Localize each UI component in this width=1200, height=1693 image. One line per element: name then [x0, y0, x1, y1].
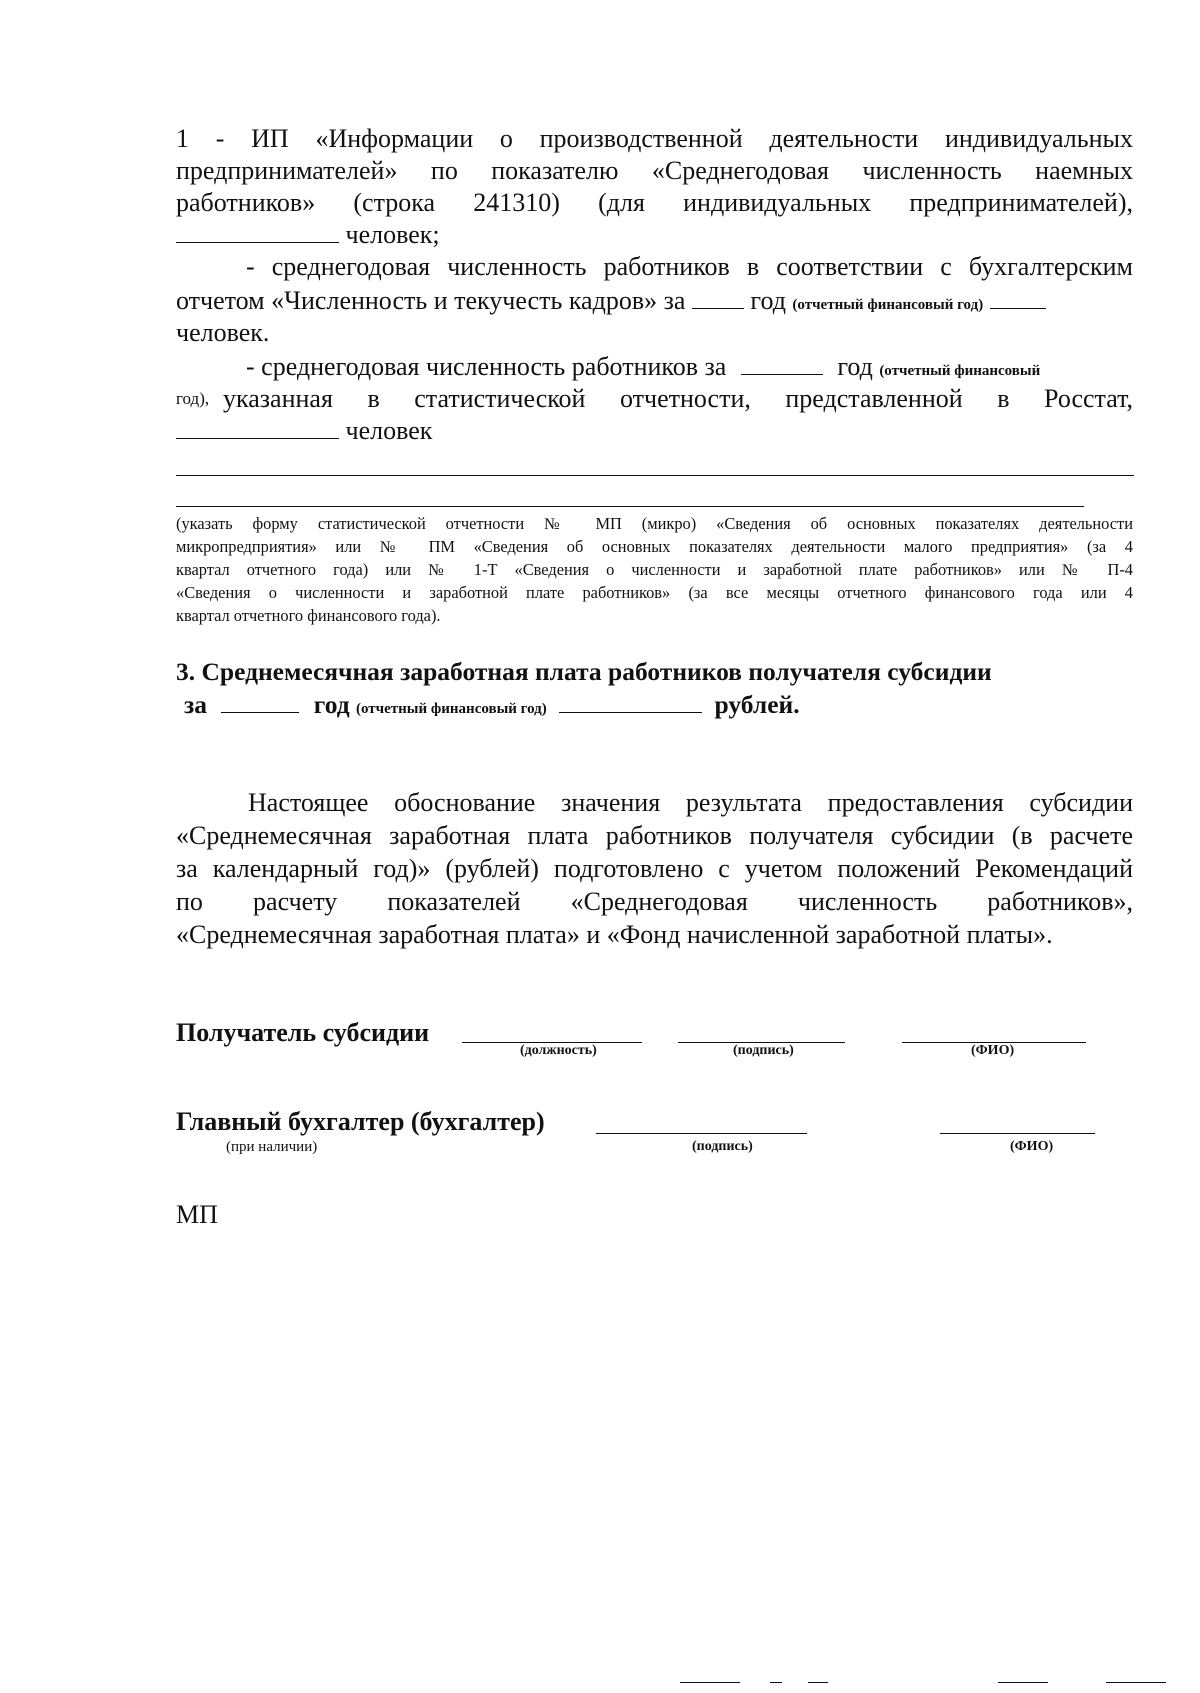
year-word: год	[750, 286, 786, 315]
reporting-year-caption: (отчетный финансовый год)	[792, 297, 984, 313]
year-word: год	[313, 690, 350, 719]
para1-line3: работников» (строка 241310) (для индивидуальных предпринимателей),	[176, 188, 1133, 217]
year-caption-end: год),	[176, 389, 210, 408]
para1-line4	[176, 220, 1133, 250]
year-word: год	[837, 352, 873, 381]
if-any-caption: (при наличии)	[226, 1139, 318, 1155]
recipient-label: Получатель субсидии	[176, 1018, 430, 1047]
scan-artifact-line	[808, 1682, 828, 1683]
form-name-line[interactable]	[176, 475, 1134, 476]
salary-blank[interactable]	[559, 690, 702, 713]
note-line: квартал отчетного финансового года).	[176, 606, 441, 625]
para1-line2: предпринимателей» по показателю «Среднегодовая численность наемных	[176, 156, 1133, 185]
para1-line1: 1 - ИП «Информации о производственной деятельности индивидуальных	[176, 124, 1133, 153]
people-word: человек	[345, 416, 433, 445]
rubles-word: рублей.	[714, 690, 800, 719]
section3-heading: 3. Среднемесячная заработная плата работников получателя субсидии	[176, 657, 992, 686]
justification-line4: по расчету показателей «Среднегодовая численность работников»,	[176, 887, 1133, 916]
para2-line1: - среднегодовая численность работников в соответствии с бухгалтерским	[246, 252, 1133, 281]
year-blank[interactable]	[741, 352, 823, 375]
scan-artifact-line	[680, 1682, 740, 1683]
za-word: за	[184, 690, 207, 719]
year-blank[interactable]	[221, 690, 299, 713]
scan-artifact-line	[770, 1682, 782, 1683]
para2-line3: человек.	[176, 318, 270, 347]
justification-line2: «Среднемесячная заработная плата работников получателя субсидии (в расчете	[176, 821, 1133, 850]
reporting-year-caption: (отчетный финансовый год)	[355, 701, 547, 717]
para3-line1	[246, 352, 1133, 386]
para3-line2	[176, 384, 1133, 414]
justification-line5: «Среднемесячная заработная плата» и «Фонд начисленной заработной платы».	[176, 920, 1053, 949]
accountant-label: Главный бухгалтер (бухгалтер)	[176, 1107, 545, 1136]
accountant-fio-caption: (ФИО)	[1010, 1139, 1054, 1154]
para3-text: - среднегодовая численность работников за	[246, 352, 727, 381]
accountant-signature-caption: (подпись)	[692, 1139, 753, 1154]
people-count-blank[interactable]	[176, 416, 339, 439]
para2-text: отчетом «Численность и текучесть кадров» за	[176, 286, 686, 315]
reporting-year-caption: (отчетный финансовый	[879, 363, 1041, 379]
note-line: (указать форму статистической отчетности № МП (микро) «Сведения об основных показателях деятельности	[176, 514, 1133, 533]
justification-line1: Настоящее обоснование значения результата предоставления субсидии	[248, 788, 1133, 817]
fio-caption: (ФИО)	[971, 1043, 1015, 1058]
justification-line3: за календарный год)» (рублей) подготовлено с учетом положений Рекомендаций	[176, 854, 1133, 883]
note-line: квартал отчетного года) или № 1-Т «Сведения о численности и заработной плате работников» или № П-4	[176, 560, 1133, 579]
para3-text2: указанная в статистической отчетности, представленной в Росстат,	[223, 384, 1133, 413]
stamp-place-label: МП	[176, 1200, 218, 1229]
year-blank[interactable]	[692, 286, 744, 309]
accountant-fio-line[interactable]	[940, 1133, 1095, 1134]
position-caption: (должность)	[520, 1043, 597, 1058]
signature-caption: (подпись)	[733, 1043, 794, 1058]
people-word: человек;	[345, 220, 440, 249]
note-line: микропредприятия» или № ПМ «Сведения об основных показателях деятельности малого предприятия» (за 4	[176, 537, 1133, 556]
scan-artifact-line	[1106, 1682, 1166, 1683]
para3-line3	[176, 416, 1133, 446]
scan-artifact-line	[998, 1682, 1048, 1683]
count-blank[interactable]	[990, 286, 1046, 309]
section3-line2	[184, 690, 1141, 724]
form-instruction-note	[176, 512, 1133, 627]
people-count-blank[interactable]	[176, 220, 339, 243]
form-name-line[interactable]	[176, 506, 1084, 507]
para2-line2	[176, 286, 1133, 320]
accountant-signature-line[interactable]	[596, 1133, 807, 1134]
note-line: «Сведения о численности и заработной плате работников» (за все месяцы отчетного финансового года или 4	[176, 583, 1133, 602]
